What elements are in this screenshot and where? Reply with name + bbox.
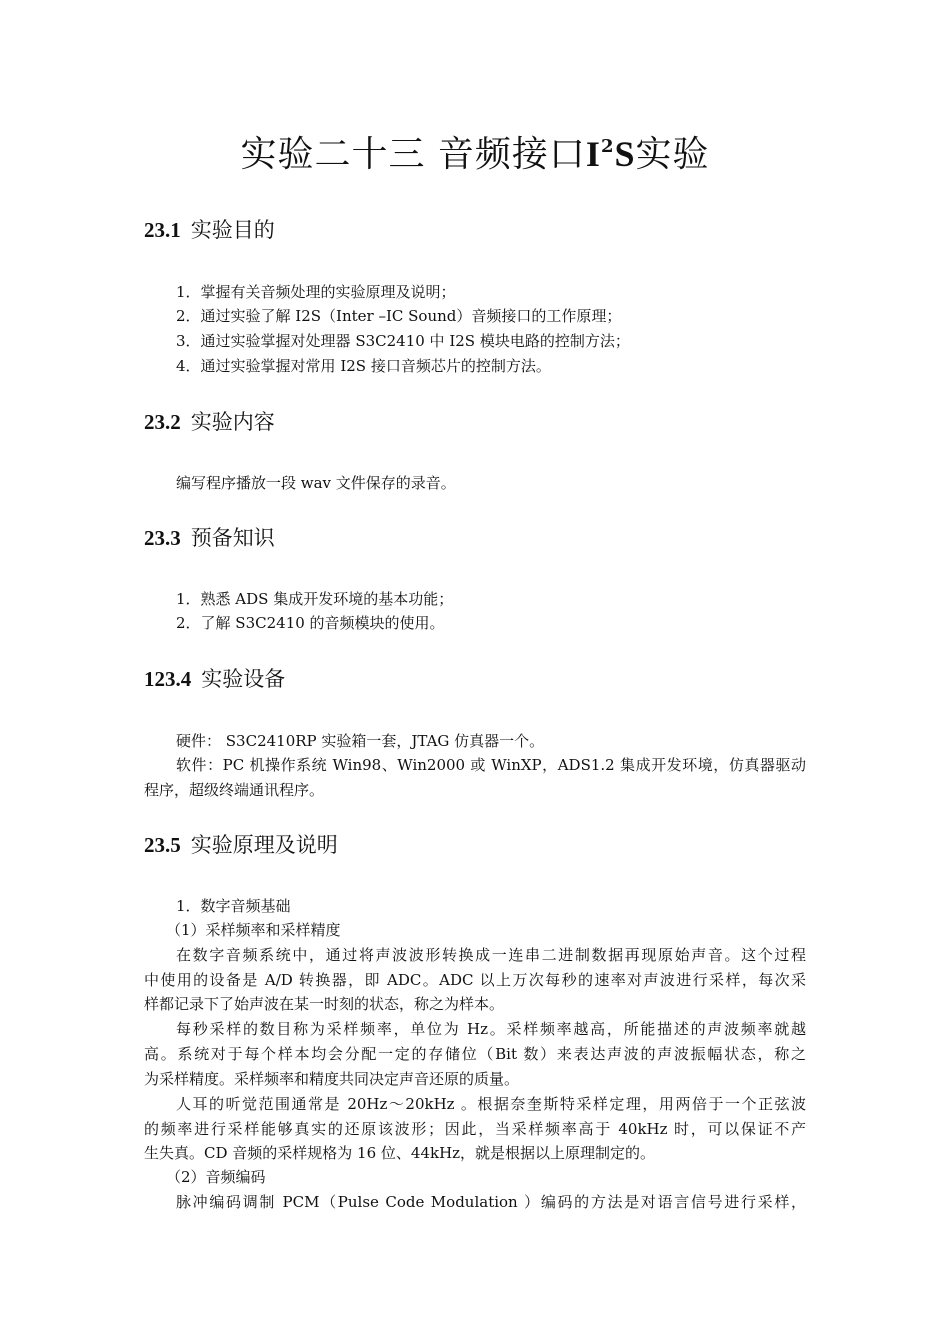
list-item: 1．熟悉 ADS 集成开发环境的基本功能； bbox=[176, 590, 454, 608]
list-item: 2．了解 S3C2410 的音频模块的使用。 bbox=[176, 614, 445, 632]
paragraph-line: 的频率进行采样能够真实的还原该波形；因此，当采样频率高于 40kHz 时，可以保证不产 bbox=[144, 1120, 806, 1138]
paragraph-line: 每秒采样的数目称为采样频率，单位为 Hz。采样频率越高，所能描述的声波频率就越 bbox=[176, 1020, 806, 1038]
section-number: 23.1 bbox=[144, 218, 181, 242]
subheading: （1）采样频率和采样精度 bbox=[166, 921, 341, 939]
section-title: 实验原理及说明 bbox=[190, 833, 338, 857]
software-line: 软件：PC 机操作系统 Win98、Win2000 或 WinXP，ADS1.2 集成开发环境，仿真器驱动 bbox=[176, 756, 806, 774]
section-number: 23.3 bbox=[144, 526, 181, 550]
subheading: 1．数字音频基础 bbox=[176, 897, 291, 915]
section-heading-23-5 bbox=[144, 829, 338, 859]
paragraph-line: 人耳的听觉范围通常是 20Hz～20kHz 。根据奈奎斯特采样定理，用两倍于一个正弦波 bbox=[176, 1095, 806, 1113]
section-heading-23-3 bbox=[144, 522, 275, 552]
page-title bbox=[0, 126, 950, 177]
title-suffix: 实验 bbox=[635, 134, 710, 175]
software-line-cont: 程序，超级终端通讯程序。 bbox=[144, 781, 325, 799]
list-item: 4．通过实验掌握对常用 I2S 接口音频芯片的控制方法。 bbox=[176, 357, 551, 375]
section-title: 实验目的 bbox=[190, 218, 275, 242]
title-superscript: 2 bbox=[600, 136, 615, 157]
paragraph-line: 脉冲编码调制 PCM（Pulse Code Modulation ）编码的方法是对语言信号进行采样， bbox=[176, 1193, 806, 1211]
hardware-line: 硬件： S3C2410RP 实验箱一套，JTAG 仿真器一个。 bbox=[176, 732, 545, 750]
section-number: 23.5 bbox=[144, 833, 181, 857]
title-i: I bbox=[585, 134, 601, 174]
section-title: 实验内容 bbox=[190, 410, 275, 434]
section-title: 实验设备 bbox=[201, 667, 286, 691]
paragraph-line: 生失真。CD 音频的采样规格为 16 位、44kHz，就是根据以上原理制定的。 bbox=[144, 1144, 656, 1162]
section-number: 123.4 bbox=[144, 667, 192, 691]
paragraph-line: 在数字音频系统中，通过将声波波形转换成一连串二进制数据再现原始声音。这个过程 bbox=[176, 946, 806, 964]
section-heading-23-4 bbox=[144, 663, 285, 693]
list-item: 1．掌握有关音频处理的实验原理及说明； bbox=[176, 283, 456, 301]
title-s: S bbox=[614, 134, 636, 174]
section-title: 预备知识 bbox=[190, 526, 275, 550]
paragraph-line: 中使用的设备是 A/D 转换器，即 ADC。ADC 以上万次每秒的速率对声波进行采样，每次采 bbox=[144, 971, 806, 989]
subheading: （2）音频编码 bbox=[166, 1168, 266, 1186]
paragraph-line: 为采样精度。采样频率和精度共同决定声音还原的质量。 bbox=[144, 1070, 520, 1088]
title-text: 实验二十三 音频接口 bbox=[240, 134, 586, 175]
section-number: 23.2 bbox=[144, 410, 181, 434]
paragraph: 编写程序播放一段 wav 文件保存的录音。 bbox=[176, 474, 456, 492]
paragraph-line: 高。系统对于每个样本均会分配一定的存储位（Bit 数）来表达声波的声波振幅状态，称之 bbox=[144, 1045, 806, 1063]
list-item: 2．通过实验了解 I2S（Inter –IC Sound）音频接口的工作原理； bbox=[176, 307, 622, 325]
section-heading-23-1 bbox=[144, 214, 275, 244]
list-item: 3．通过实验掌握对处理器 S3C2410 中 I2S 模块电路的控制方法； bbox=[176, 332, 630, 350]
paragraph-line: 样都记录下了始声波在某一时刻的状态，称之为样本。 bbox=[144, 995, 505, 1013]
section-heading-23-2 bbox=[144, 406, 275, 436]
